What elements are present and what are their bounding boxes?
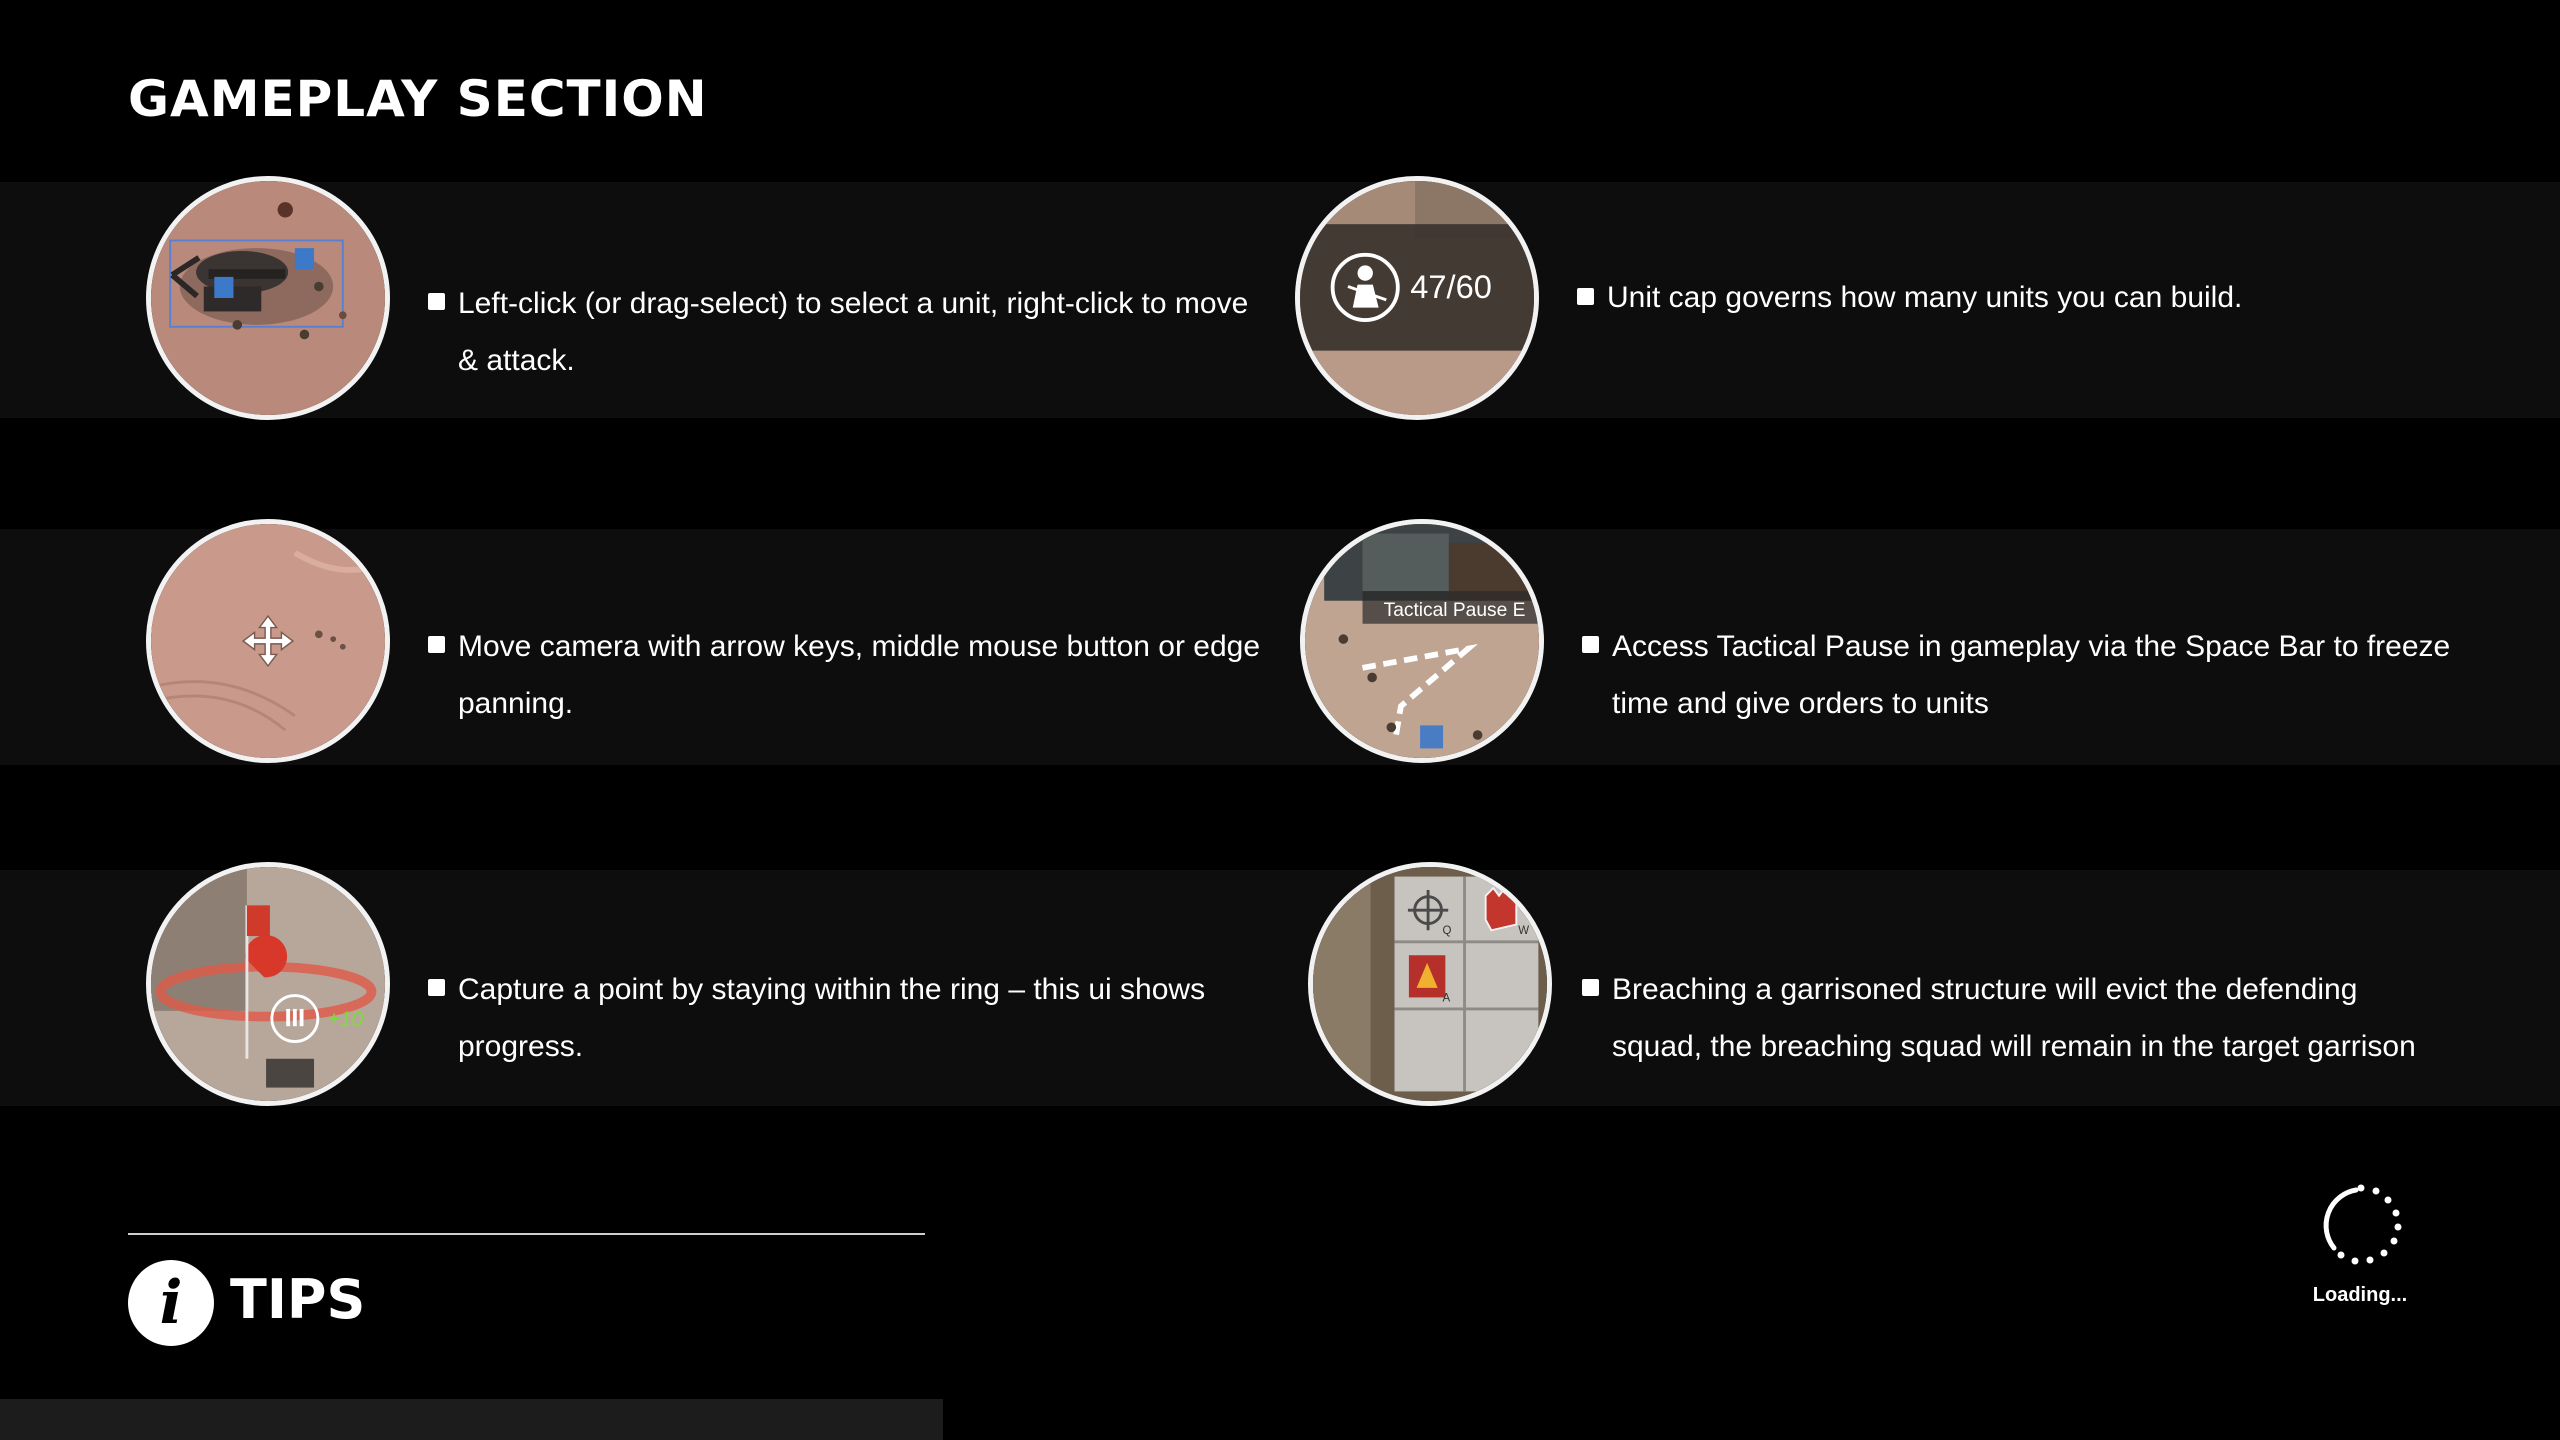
tip-text-line: progress.: [458, 1030, 584, 1063]
tip-text-line: & attack.: [458, 344, 575, 377]
info-icon: i: [128, 1260, 214, 1346]
unit-cap-counter: 47/60: [1410, 268, 1492, 305]
tip-select-unit: [146, 176, 1286, 426]
tactical-pause-label: Tactical Pause E: [1383, 600, 1526, 622]
hotkey-label: W: [1518, 925, 1530, 938]
hotkey-label: Q: [1442, 925, 1452, 938]
tips-title: TIPS: [230, 1268, 366, 1331]
bullet: [428, 293, 445, 310]
tip-capture-point: [146, 862, 1286, 1112]
tactical-pause-thumbnail: [1300, 519, 1544, 763]
bullet: [428, 979, 445, 996]
hotkey-label: A: [1442, 992, 1451, 1005]
capture-score-label: +10: [327, 1008, 364, 1032]
tip-text-line: Unit cap governs how many units you can build.: [1607, 281, 2243, 314]
loading-label: Loading...: [2312, 1284, 2408, 1306]
tip-breaching: [1308, 862, 2448, 1112]
select-unit-thumbnail: [146, 176, 390, 420]
tip-text-line: time and give orders to units: [1612, 687, 1989, 720]
unit-cap-thumbnail: [1295, 176, 1539, 420]
section-divider: [128, 1233, 925, 1235]
bullet: [1582, 979, 1599, 996]
breaching-thumbnail: [1308, 862, 1552, 1106]
tip-text-line: Access Tactical Pause in gameplay via the Space Bar to freeze: [1612, 630, 2451, 663]
tip-tactical-pause: [1300, 519, 2451, 769]
capture-point-thumbnail: [146, 862, 390, 1106]
tip-text-line: squad, the breaching squad will remain in the target garrison: [1612, 1030, 2416, 1063]
tip-camera: [146, 519, 1286, 769]
tip-text-line: Move camera with arrow keys, middle mouse button or edge: [458, 630, 1261, 663]
tip-text-line: Breaching a garrisoned structure will evict the defending: [1612, 973, 2358, 1006]
tip-text-line: panning.: [458, 687, 574, 720]
tip-unit-cap: [1295, 176, 2445, 426]
bullet: [1577, 288, 1594, 305]
camera-thumbnail: [146, 519, 390, 763]
breach-door-icon: [1409, 955, 1445, 997]
hand-stop-icon: [1486, 888, 1517, 930]
tips-content-bar: [0, 1399, 943, 1440]
page-title: GAMEPLAY SECTION: [128, 70, 708, 128]
bullet: [1582, 636, 1599, 653]
loading-indicator: [2300, 1180, 2420, 1310]
loading-spinner-icon: [2316, 1180, 2406, 1270]
bullet: [428, 636, 445, 653]
tip-text-line: Capture a point by staying within the ring – this ui shows: [458, 973, 1206, 1006]
tip-text-line: Left-click (or drag-select) to select a unit, right-click to move: [458, 287, 1249, 320]
